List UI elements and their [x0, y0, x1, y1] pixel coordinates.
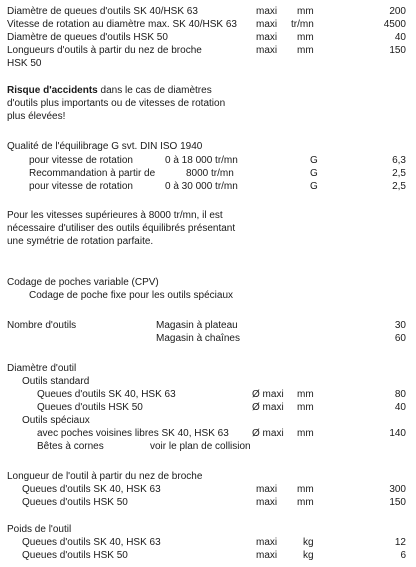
balance-title: Qualité de l'équilibrage G svt. DIN ISO 1940: [7, 141, 203, 152]
weight-row: [0, 550, 416, 562]
diameter-row: [0, 428, 416, 440]
weight-value: 12: [394, 537, 406, 548]
risk-heading: Risque d'accidents: [7, 85, 98, 96]
length-row: [0, 497, 416, 509]
weight-row: [0, 537, 416, 549]
balance-row: [0, 155, 416, 167]
balance-value: 2,5: [392, 168, 406, 179]
diameter-value: 140: [389, 428, 406, 439]
spec-label: HSK 50: [7, 58, 42, 69]
cpv-note: Codage de poche fixe pour les outils spéciaux: [29, 290, 234, 301]
balance-g: G: [310, 168, 318, 179]
length-value: 150: [389, 497, 406, 508]
weight-label: Queues d'outils HSK 50: [22, 550, 128, 561]
diameter-qualifier: Ø maxi: [252, 402, 284, 413]
length-unit: mm: [297, 497, 314, 508]
diameter-qualifier: Ø maxi: [252, 389, 284, 400]
cpv-title: Codage de poches variable (CPV): [7, 277, 159, 288]
weight-value: 6: [400, 550, 406, 561]
tools-count-label: Nombre d'outils: [7, 320, 77, 331]
spec-qualifier: maxi: [256, 19, 278, 30]
length-title: Longueur de l'outil à partir du nez de broche: [7, 471, 203, 482]
weight-qualifier: maxi: [256, 550, 278, 561]
balance-value: 2,5: [392, 181, 406, 192]
balance-value: 6,3: [392, 155, 406, 166]
diameter-label: Queues d'outils SK 40, HSK 63: [37, 389, 176, 400]
spec-unit: mm: [297, 45, 314, 56]
spec-value: 40: [394, 32, 406, 43]
tools-count-row: [0, 333, 416, 345]
diameter-value: 80: [394, 389, 406, 400]
diameter-row: [0, 402, 416, 414]
spec-row: [0, 45, 416, 57]
speed-note-line: une symétrie de rotation parfaite.: [7, 236, 154, 247]
tools-count-row: [0, 320, 416, 332]
spec-label: Longueurs d'outils à partir du nez de broche: [7, 45, 202, 56]
horn-row: [0, 441, 416, 453]
balance-range: 0 à 30 000 tr/mn: [165, 181, 238, 192]
tools-count-value: 60: [394, 333, 406, 344]
balance-row: [0, 168, 416, 180]
risk-warning-line: d'outils plus importants ou de vitesses de rotation: [7, 98, 226, 109]
spec-unit: mm: [297, 32, 314, 43]
risk-text: dans le cas de diamètres: [97, 85, 212, 96]
horn-label: Bêtes à cornes: [37, 441, 104, 452]
speed-note-line: Pour les vitesses supérieures à 8000 tr/mn, il est: [7, 210, 223, 221]
length-qualifier: maxi: [256, 497, 278, 508]
tools-count-value: 30: [394, 320, 406, 331]
magazine-type: Magasin à plateau: [156, 320, 238, 331]
spec-value: 150: [389, 45, 406, 56]
length-value: 300: [389, 484, 406, 495]
diameter-label: avec poches voisines libres SK 40, HSK 63: [37, 428, 229, 439]
balance-range: 0 à 18 000 tr/mn: [165, 155, 238, 166]
balance-label: pour vitesse de rotation: [29, 181, 133, 192]
spec-row: [0, 6, 416, 18]
spec-label: Vitesse de rotation au diamètre max. SK 40/HSK 63: [7, 19, 237, 30]
diameter-row: [0, 389, 416, 401]
balance-range: 8000 tr/mn: [186, 168, 234, 179]
balance-label: Recommandation à partir de: [29, 168, 156, 179]
spec-unit: tr/mn: [291, 19, 314, 30]
weight-unit: kg: [303, 537, 314, 548]
length-label: Queues d'outils HSK 50: [22, 497, 128, 508]
speed-note-line: nécessaire d'utiliser des outils équilibrés présentant: [7, 223, 236, 234]
length-unit: mm: [297, 484, 314, 495]
diameter-unit: mm: [297, 428, 314, 439]
length-label: Queues d'outils SK 40, HSK 63: [22, 484, 161, 495]
spec-qualifier: maxi: [256, 32, 278, 43]
balance-row: [0, 181, 416, 193]
length-qualifier: maxi: [256, 484, 278, 495]
spec-label: Diamètre de queues d'outils HSK 50: [7, 32, 168, 43]
weight-title: Poids de l'outil: [7, 524, 72, 535]
spec-row: [0, 58, 416, 70]
spec-label: Diamètre de queues d'outils SK 40/HSK 63: [7, 6, 198, 17]
diameter-subtitle: Outils standard: [22, 376, 90, 387]
risk-warning: [0, 85, 416, 97]
magazine-type: Magasin à chaînes: [156, 333, 240, 344]
diameter-unit: mm: [297, 402, 314, 413]
spec-value: 200: [389, 6, 406, 17]
length-row: [0, 484, 416, 496]
horn-note: voir le plan de collision: [150, 441, 251, 452]
weight-label: Queues d'outils SK 40, HSK 63: [22, 537, 161, 548]
spec-row: [0, 19, 416, 31]
diameter-qualifier: Ø maxi: [252, 428, 284, 439]
spec-qualifier: maxi: [256, 6, 278, 17]
balance-g: G: [310, 181, 318, 192]
balance-g: G: [310, 155, 318, 166]
weight-unit: kg: [303, 550, 314, 561]
spec-value: 4500: [383, 19, 406, 30]
diameter-value: 40: [394, 402, 406, 413]
balance-label: pour vitesse de rotation: [29, 155, 133, 166]
diameter-title: Diamètre d'outil: [7, 363, 77, 374]
spec-row: [0, 32, 416, 44]
spec-unit: mm: [297, 6, 314, 17]
weight-qualifier: maxi: [256, 537, 278, 548]
diameter-subtitle: Outils spéciaux: [22, 415, 90, 426]
risk-warning-line: plus élevées!: [7, 111, 66, 122]
spec-qualifier: maxi: [256, 45, 278, 56]
diameter-label: Queues d'outils HSK 50: [37, 402, 143, 413]
diameter-unit: mm: [297, 389, 314, 400]
